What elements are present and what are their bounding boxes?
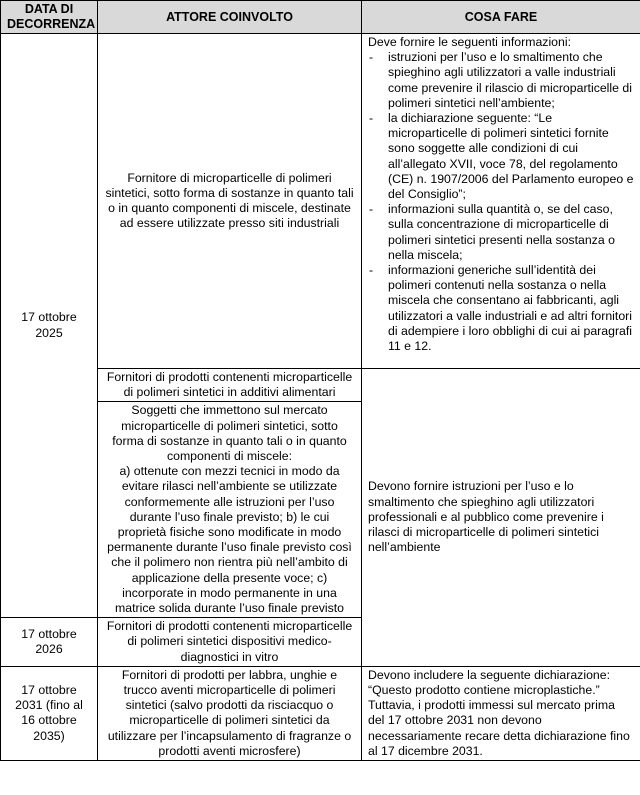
date-cell: 17 ottobre 2025 [1, 34, 98, 618]
action-cell: Devono includere la seguente dichiarazione: “Questo prodotto contiene microplastiche.” Tuttavia, i prodotti immessi sul mercato prima del 17 ottobre 2031 non devono necessariamente recare detta dichiarazione fino al 17 dicembre 2031. [362, 666, 640, 760]
list-item: - informazioni generiche sull’identità dei polimeri contenuti nella sostanza o nella miscela che consentano ai fabbricanti, agli utilizzatori a valle industriali e ad altri fornitori di adempiere i loro obblighi di cui ai paragrafi 11 e 12. [368, 263, 634, 354]
header-actor: ATTORE COINVOLTO [98, 1, 362, 34]
actor-cell [98, 402, 362, 618]
actor-cell: Fornitore di microparticelle di polimeri sintetici, sotto forma di sostanze in quanto tali o in quanto componenti di miscele, destinate ad essere utilizzate presso siti industriali [98, 34, 362, 369]
list-item: - la dichiarazione seguente: “Le microparticelle di polimeri sintetici fornite sono soggette alle condizioni di cui all’allegato XVII, voce 78, del regolamento (CE) n. 1907/2006 del Parlamento europeo e del Consiglio”; [368, 111, 634, 202]
date-cell: 17 ottobre 2031 (fino al 16 ottobre 2035) [1, 666, 98, 760]
header-action: COSA FARE [362, 1, 640, 34]
date-cell: 17 ottobre 2026 [1, 618, 98, 667]
actor-cell: Fornitori di prodotti per labbra, unghie e trucco aventi microparticelle di polimeri sintetici (salvo prodotti da risciacquo o microparticelle di polimeri sintetici da utilizzare per l’incapsulamento di fragranze o prodotti aventi microsfere) [98, 666, 362, 760]
action-intro: Deve fornire le seguenti informazioni: [368, 35, 572, 49]
table-header-row [1, 1, 640, 34]
action-cell: Devono fornire istruzioni per l’uso e lo smaltimento che spieghino agli utilizzatori professionali e al pubblico come prevenire i rilasci di microparticelle di polimeri sintetici nell’ambiente [362, 369, 640, 667]
list-item: - istruzioni per l’uso e lo smaltimento che spieghino agli utilizzatori a valle industriali come prevenire il rilascio di microparticelle di polimeri sintetici nell’ambiente; [368, 50, 634, 111]
table-row [1, 34, 640, 369]
header-date: DATA DI DECORRENZA [1, 1, 98, 34]
table-row [1, 666, 640, 760]
actor-cell: Fornitori di prodotti contenenti microparticelle di polimeri sintetici dispositivi medico-diagnostici in vitro [98, 618, 362, 667]
actor-intro: Soggetti che immettono sul mercato microparticelle di polimeri sintetici, sotto forma di sostanze in quanto tali o in quanto componenti di miscele: [112, 403, 347, 464]
action-list [368, 50, 634, 354]
actor-body: a) ottenute con mezzi tecnici in modo da evitare rilasci nell’ambiente se utilizzate conformemente alle istruzioni per l’uso durante l’uso finale previsto; b) le cui proprietà fisiche sono modificate in modo permanente durante l’uso finale previsto così che il polimero non rientra più nell’ambito di applicazione della presente voce; c) incorporate in modo permanente in una matrice solida durante l’uso finale previsto [107, 464, 352, 616]
action-cell [362, 34, 640, 369]
list-item: - informazioni sulla quantità o, se del caso, sulla concentrazione di microparticelle di polimeri sintetici presenti nella sostanza o nella miscela; [368, 202, 634, 263]
actor-cell: Fornitori di prodotti contenenti microparticelle di polimeri sintetici in additivi alimentari [98, 369, 362, 402]
